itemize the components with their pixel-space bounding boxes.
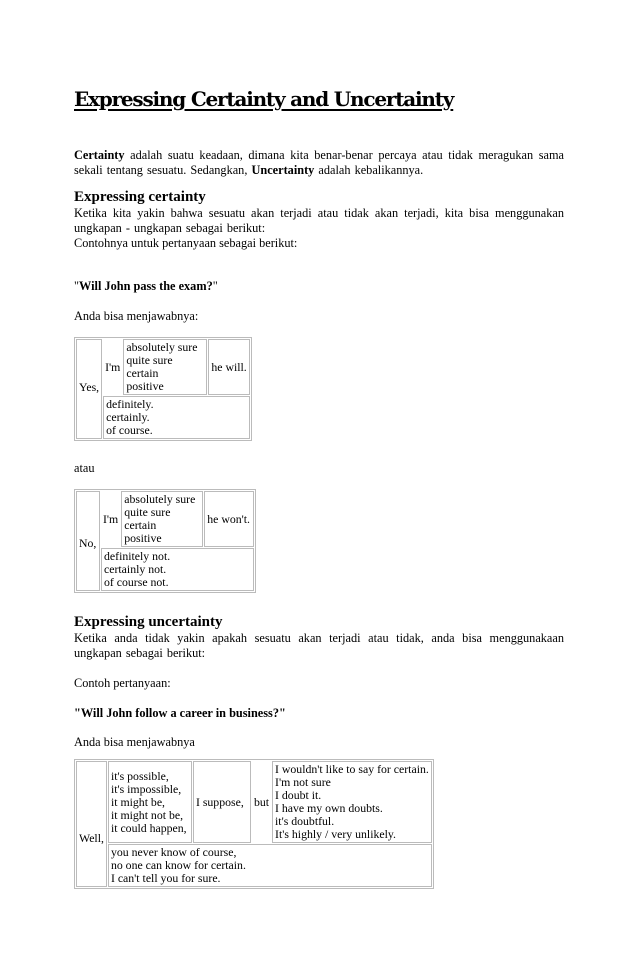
adverb-item: certainly not. (104, 562, 167, 576)
adverbs-cell (103, 396, 250, 439)
unsure-phrase-item: you never know of course, (110, 845, 237, 859)
certainty-question-text: Will John pass the exam? (79, 279, 213, 293)
intro-paragraph (74, 148, 564, 178)
option-item: quite sure (126, 353, 173, 367)
uncertainty-answer-intro: Anda bisa menjawabnya (74, 735, 195, 749)
uncertainty-heading: Expressing uncertainty (74, 614, 223, 630)
unsure-phrases-cell (108, 844, 432, 887)
certainty-options-cell (121, 491, 203, 547)
adverbs-list (104, 550, 251, 589)
adverb-item: definitely. (106, 397, 154, 411)
well-cell: Well, (76, 761, 107, 887)
certainty-description: Ketika kita yakin bahwa sesuatu akan terjadi atau tidak akan terjadi, kita bisa menggunakan ungkapan - ungkapan sebagai berikut: (74, 206, 564, 235)
he-will-cell: he will. (208, 339, 250, 395)
doubt-item: it's doubtful. (275, 814, 335, 828)
adverbs-list (106, 398, 247, 437)
doubt-cell (272, 761, 432, 843)
option-item: certain (124, 518, 157, 532)
option-item: certain (126, 366, 159, 380)
unsure-phrase-item: I can't tell you for sure. (110, 871, 221, 885)
page-title: Expressing Certainty and Uncertainty (74, 87, 454, 111)
uncertainty-example-label: Contoh pertanyaan: (74, 676, 171, 690)
certainty-options-list (124, 493, 200, 545)
intro-text-2: adalah kebalikannya. (314, 163, 424, 177)
uncertainty-term: Uncertainty (251, 163, 315, 177)
yes-cell: Yes, (76, 339, 102, 439)
unsure-phrase-item: no one can know for certain. (110, 858, 246, 872)
doubt-item: I doubt it. (275, 788, 322, 802)
option-item: absolutely sure (124, 492, 196, 506)
he-wont-cell: he won't. (204, 491, 254, 547)
certainty-no-table (74, 489, 256, 593)
quote-close: " (212, 279, 218, 293)
no-cell: No, (76, 491, 100, 591)
option-item: quite sure (124, 505, 171, 519)
adverbs-cell (101, 548, 254, 591)
quote-open: " (74, 279, 80, 293)
certainty-options-cell (123, 339, 207, 395)
doubt-item: I'm not sure (275, 775, 331, 789)
adverb-item: certainly. (106, 410, 150, 424)
certainty-yes-table (74, 337, 252, 441)
uncertainty-description: Ketika anda tidak yakin apakah sesuatu akan terjadi atau tidak, anda bisa menggunakaan ungkapan sebagai berikut: (74, 631, 564, 660)
option-item: positive (124, 531, 162, 545)
certainty-heading: Expressing certainty (74, 189, 206, 205)
possibility-item: it could happen, (110, 820, 187, 835)
doubt-item: I have my own doubts. (275, 801, 383, 815)
certainty-term: Certainty (74, 148, 125, 162)
adverb-item: definitely not. (104, 549, 171, 563)
intro-text-1: adalah suatu keadaan, dimana kita benar-benar percaya atau tidak meragukan sama sekali tentang sesuatu. Sedangkan, (74, 148, 564, 177)
possibility-item: it's possible, (110, 768, 169, 783)
im-cell: I'm (103, 511, 119, 526)
possibility-item: it's impossible, (110, 781, 182, 796)
certainty-answer-intro: Anda bisa menjawabnya: (74, 309, 199, 323)
uncertainty-table (74, 759, 434, 889)
unsure-phrases-list (111, 846, 429, 885)
possibility-list (111, 770, 189, 835)
but-cell: but (253, 794, 270, 809)
adverb-item: of course not. (104, 575, 169, 589)
option-item: positive (126, 379, 164, 393)
im-cell: I'm (105, 359, 121, 374)
doubt-item: It's highly / very unlikely. (275, 827, 396, 841)
possibility-item: it might be, (110, 794, 166, 809)
certainty-question (74, 279, 564, 294)
adverb-item: of course. (106, 423, 153, 437)
certainty-options-list (126, 341, 204, 393)
uncertainty-question: "Will John follow a career in business?" (74, 706, 286, 720)
suppose-cell: I suppose, (193, 761, 251, 843)
doubt-list (275, 763, 429, 841)
or-text: atau (74, 461, 95, 475)
possibility-cell (108, 761, 192, 843)
option-item: absolutely sure (126, 340, 198, 354)
certainty-example-intro: Contohnya untuk pertanyaan sebagai berikut: (74, 236, 298, 250)
possibility-item: it might not be, (110, 807, 184, 822)
doubt-item: I wouldn't like to say for certain. (275, 762, 429, 776)
